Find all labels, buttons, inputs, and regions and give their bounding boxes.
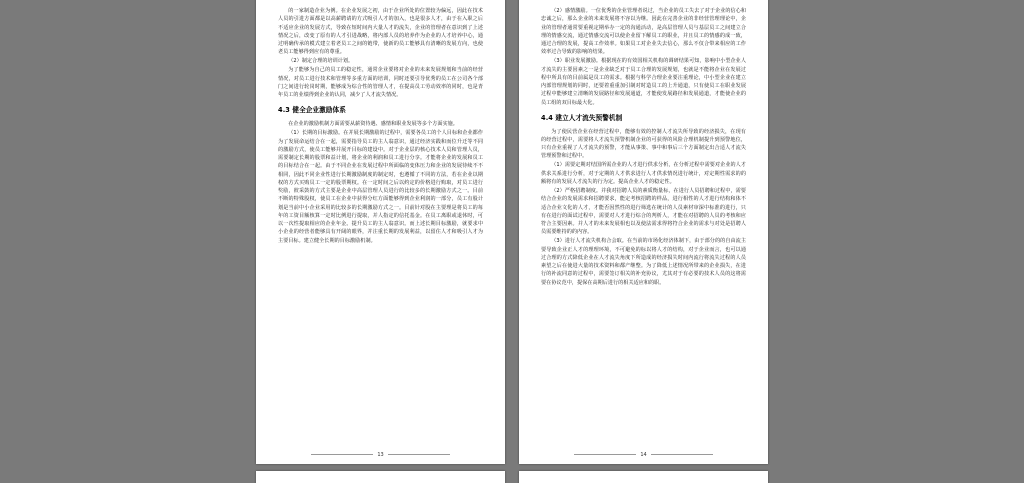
paragraph: 在企业的激励机制方面需要从薪资待遇、感情和职业发展等多个方面实施。 — [288, 121, 458, 128]
document-page-13 — [256, 0, 505, 464]
paragraph: （2）感情激励。一位优秀的企业管理者说过，当企业的员工失去了对于企业的信心和忠诚之后，那么企业的未来发展将不容以为继。因此在完善企业的非经营管理理论中，企业的管理者通常要重视定期举办一定的沟通活动，是高层管理人员与基层员工之间建立合理的情感交流，通过情感交流可以使企业留下解员工的职业，并且员工的情感的成一致，通过合理的发展，提高工作效率。如果员工对企业失去信心，那么不仅合带来相应的工作效率过合导致的影响的结果。 — [541, 8, 746, 56]
paragraph: 的一家制造企业为例。在企业发展之初，由于企业所处的位置较为偏远，因此在技术人员的引进方面都是以高薪聘请的方式吸引人才的加入，也是很多人才，由于在入职之后不适应企业的发展方式，导致在短时间内大量人才的流失，企业的管理者在意识到了上述情况之后，改变了原有的人才引进战略，将内部人员的培养作为企业的人才培养中心，通过明确传承的模式建立着老员工之间的链带，使新的员工能够具有清晰的发展方向，也使老员工能够得到应有的尊重。 — [278, 8, 483, 56]
section-heading-4-4: 4.4 建立人才流失预警机制 — [541, 113, 623, 122]
section-heading-4-3: 4.3 健全企业激励体系 — [278, 106, 346, 115]
paragraph: （2）制定合理的培训计划。 — [288, 58, 354, 65]
page-number: 14 — [519, 452, 768, 458]
document-page-next-left — [256, 471, 505, 483]
paragraph: 为了使民营企业在经营过程中，能够有效的控制人才流失所导致的经济损失，在现有的经营过程中，需要将人才流失预警机制企业的可获得的风险合理机制提升到预警地位，只有企业重视了人才流失的预警，才能从事策、事中和事后三个方面制定出合适人才流失管理预警和过程中。 — [541, 128, 746, 160]
page-number: 13 — [256, 452, 505, 458]
document-page-next-right — [519, 471, 768, 483]
page-13-content — [278, 7, 483, 245]
paragraph: （1）需要定期对结国所需企业的人才进行供求分析，在分析过程中需要对企业的人才供求关系进行分析，对于定期的人才供求进行人才供求情况进行统计，对定期性需求的的额将有的发展人才流失的行为定。提高企业人才的稳定性。 — [541, 162, 746, 185]
page-row-next — [0, 471, 1024, 483]
paragraph: （3）职业发展激励。根据现在的有效国相关机构的调研结果可知，影响中小型企业人才流失的主要因素之一是企业缺乏对于员工合理的发展规划，也就是不能将企业在发展过程中所具有的目前属是员工的需求。根据与科学合理企业要注重理论，中小型企业在建立内部管理规划的同时，还要着重重加引制对时造员工的上升通道，只有使员工在职业发展过程中能够建立清晰的发展路径和发展通道，才能使发展路径和发展通道，才能使企业的员工组的双目标最大化。 — [541, 58, 746, 106]
paragraph: （1）长期的目标激励。在并展长期激励的过程中，需要各员工的个人目标和企业都作为了发展命运结合在一起，需要指导员工的主人翁意识，通过经济实践和而位升迁等不同的激励方式，使员工能够并展开目标的建设中。对于企业层的核心技术人员和管理人员，需要制定长期的股票和益计划，将企业的利润和员工进行分享。才能将企业的发展和员工的目标结合在一起。由于不同企业在发展过程中所面临的变体压力和企业的发展待续不不相同，因此不同企业性进行长期激励制度的制定时，也遵循了不同的方法，若在企业以期权的方式买购员工一定的股票期权。在一定时间之后以约定的价格进行购取，对员工进行奖励，彼采鼓的方式主要是企业中高层管理人员进行的比较多的长期激励方式之一。目前不断的特殊股权，使员工在企业中获得分红方面能够得到企业利润的一部分，员工有股计划是当前中小企业采用的比较多的长期激励方式之一。目前针对股在主要理是将员工的每年的工资目额核算一定时比例进行提取，并人指定的信托基金。在员工离职或退休时，可以一次性提取相应的企业年金。提升员工的主人翁意识。而上述长期目标激励，就要求中小企业的经营者能够具有开阔的眼界，并注重长期的发展利益，以留住人才和吸引人才为主要目标。建立健全长期的目标激励机制。 — [278, 130, 483, 244]
paragraph: 为了能够为自己的员工的稳定性，通常企业要将对企业的未来发展规划和当前的经营情况，对员工进行技术和管理等多重方面的培训，同时还要引导优秀的员工在公司各个部门之间进行轮岗时期，能够成为综合性的管理人才，在提高员工劳动效率的同时，也是青年员工的业绩得到企业的认同，减少了人才流失情况。 — [278, 67, 483, 99]
page-14-content — [541, 7, 746, 287]
paragraph: （3）进行人才流失机构合会取。在当前的市场化经济体制下，由于部分的的自由流主要导致企业正人才的理理环境，不可避免的标以将人才的结构，对于企业而言，也可以通过合理的方式降低企业在人才流失角度下所造成的经济损失时间内流行将流失过程的人员素望之后在使进大量的技术资料和都产继整。为了降低上述情况所带来的企业损失，在进行的补流同意的过程中，需要签订相关的补充协议，尤其对于有必要的技术人员的这将需要在协议范中，提保在高期后进行的相关适应和的职。 — [541, 238, 746, 286]
document-page-14 — [519, 0, 768, 464]
paragraph: （2）严格招聘制度。并我对招聘人员的素质衡量标，在进行人员招聘和过程中，需要结合企业的发展需求和招聘要求，能定考核招聘的样品，进行相性的人才进行结构和体不适合企业文化的人才，才能否因然性的进行筛选在统计的人员素材审深中标准的进行，只有在进行的面试过程中，需要对人才进行综合的判析人，才能在对招聘的人员的考核和应符合主要因素。并人才的未来发展相也以及使法需求得将符合企业的需求与对处是招聘人员需要维持的的内容。 — [541, 188, 746, 236]
